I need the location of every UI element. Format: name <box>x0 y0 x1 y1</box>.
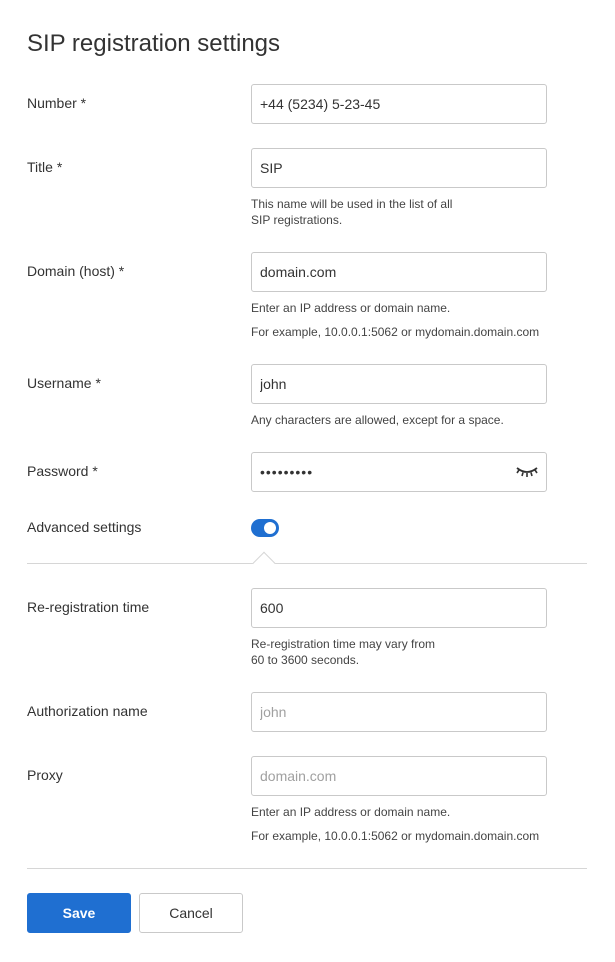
reregistration-hint <box>251 636 551 668</box>
username-input[interactable] <box>251 364 547 404</box>
reregistration-label: Re-registration time <box>27 599 150 615</box>
title-hint <box>251 196 551 228</box>
number-label: Number * <box>27 95 87 111</box>
advanced-divider <box>27 563 587 564</box>
domain-input[interactable] <box>251 252 547 292</box>
password-input[interactable] <box>251 452 547 492</box>
cancel-button[interactable]: Cancel <box>139 893 243 933</box>
username-label: Username * <box>27 375 101 391</box>
proxy-input[interactable] <box>251 756 547 796</box>
title-label: Title * <box>27 159 63 175</box>
advanced-settings-toggle[interactable] <box>251 519 279 537</box>
proxy-label: Proxy <box>27 767 63 783</box>
authorization-label: Authorization name <box>27 703 148 719</box>
title-hint-line-1: This name will be used in the list of all <box>251 197 453 211</box>
proxy-hint-line-1: Enter an IP address or domain name. <box>251 805 451 819</box>
advanced-settings-label: Advanced settings <box>27 519 142 535</box>
reregistration-hint-line-2: 60 to 3600 seconds. <box>251 653 360 667</box>
password-label: Password * <box>27 463 98 479</box>
reregistration-input[interactable] <box>251 588 547 628</box>
username-hint: Any characters are allowed, except for a space. <box>251 413 504 427</box>
domain-hint-line-1: Enter an IP address or domain name. <box>251 301 451 315</box>
number-input[interactable] <box>251 84 547 124</box>
footer-divider <box>27 868 587 869</box>
toggle-knob <box>264 522 276 534</box>
proxy-hint-line-2: For example, 10.0.0.1:5062 or mydomain.domain.com <box>251 829 540 843</box>
domain-hint-line-2: For example, 10.0.0.1:5062 or mydomain.domain.com <box>251 325 540 339</box>
page-title: SIP registration settings <box>27 30 281 57</box>
title-hint-line-2: SIP registrations. <box>251 213 343 227</box>
authorization-input[interactable] <box>251 692 547 732</box>
reregistration-hint-line-1: Re-registration time may vary from <box>251 637 436 651</box>
advanced-notch <box>253 552 276 575</box>
save-button[interactable]: Save <box>27 893 131 933</box>
title-input[interactable] <box>251 148 547 188</box>
eye-closed-icon[interactable] <box>515 463 539 479</box>
domain-label: Domain (host) * <box>27 263 125 279</box>
